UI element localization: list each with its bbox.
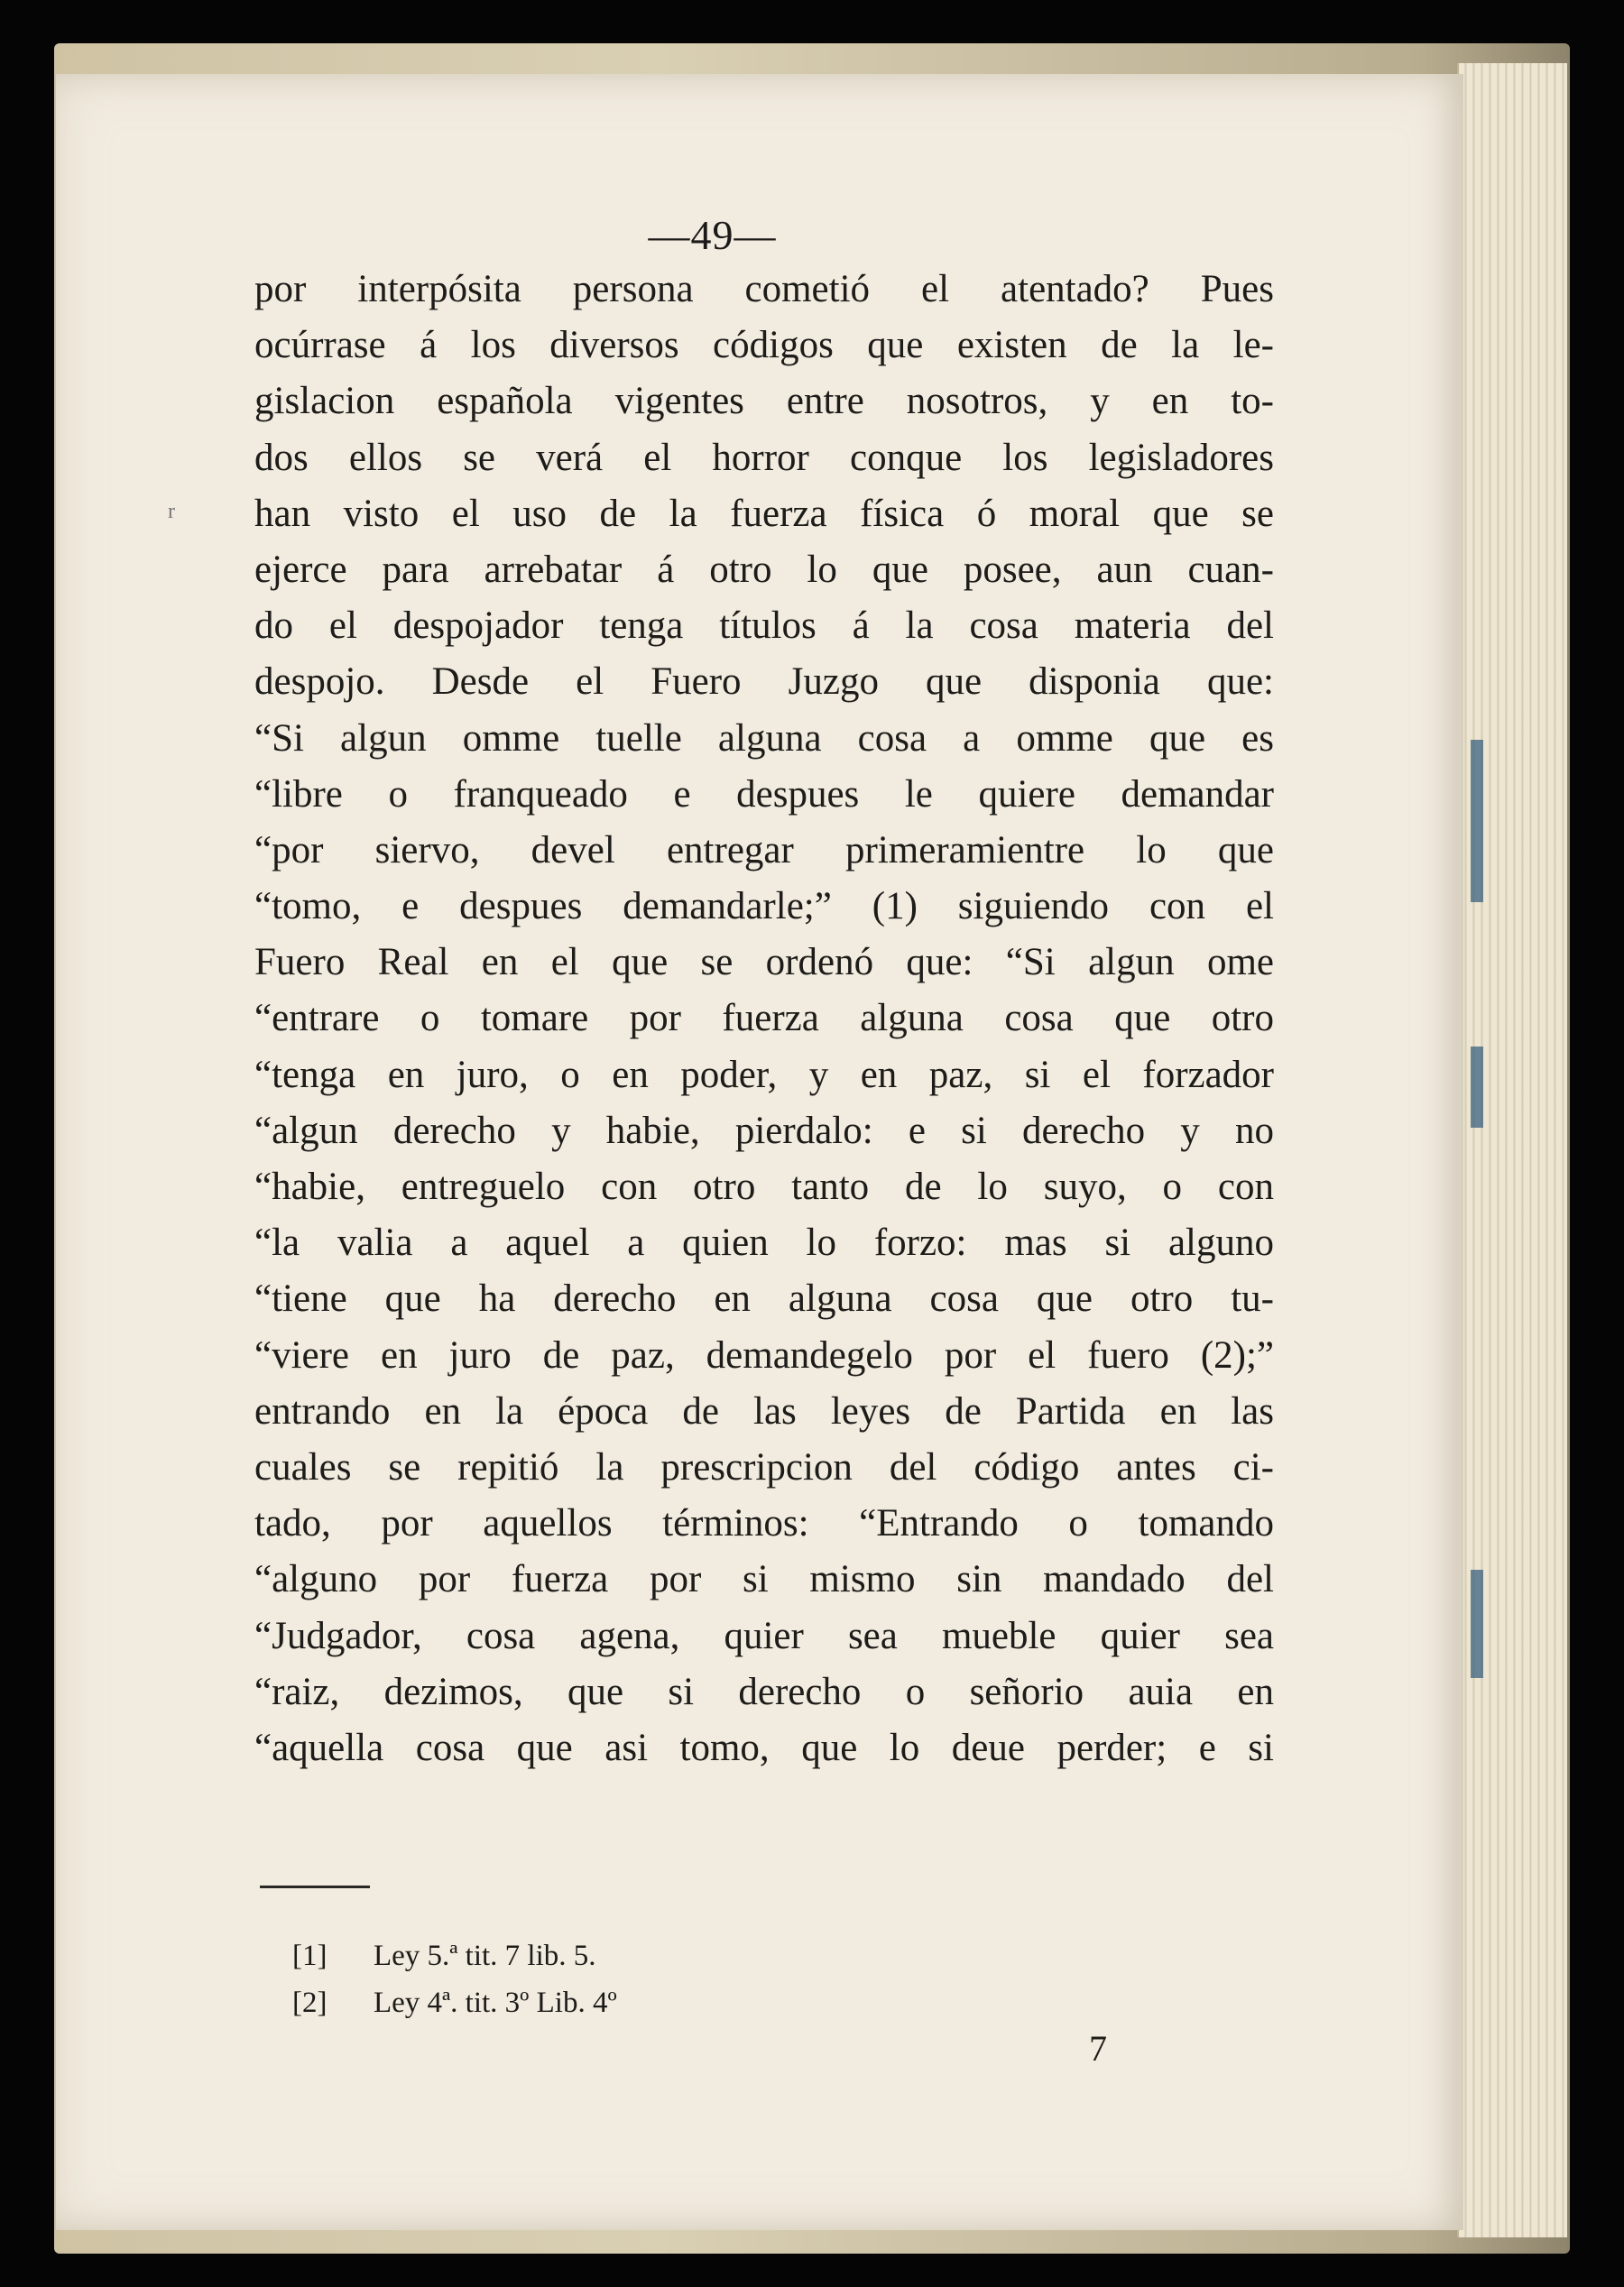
text-line: dos ellos se verá el horror conque los legisladores [254, 436, 1274, 479]
signature-mark: 7 [1089, 2028, 1107, 2069]
text-line: “tenga en juro, o en poder, y en paz, si el forzador [254, 1053, 1274, 1096]
text-line: “Si algun omme tuelle alguna cosa a omme que es [254, 716, 1274, 760]
blue-stain [1471, 1047, 1483, 1128]
text-line: entrando en la época de las leyes de Partida en las [254, 1389, 1274, 1433]
footnotes [292, 1932, 617, 2026]
footnote-text: Ley 4ª. tit. 3º Lib. 4º [374, 1987, 617, 2019]
text-line: ejerce para arrebatar á otro lo que posee, aun cuan- [254, 548, 1274, 591]
body-text [254, 262, 1274, 1776]
text-line: “aquella cosa que asi tomo, que lo deue perder; e si [254, 1726, 1274, 1769]
text-line: “la valia a aquel a quien lo forzo: mas si alguno [254, 1222, 1274, 1265]
text-line: “viere en juro de paz, demandegelo por el fuero (2);” [254, 1333, 1274, 1377]
text-line: “Judgador, cosa agena, quier sea mueble quier sea [254, 1614, 1274, 1657]
text-line: despojo. Desde el Fuero Juzgo que disponia que: [254, 660, 1274, 704]
footnote-label: [1] [292, 1940, 328, 1972]
text-line: han visto el uso de la fuerza física ó moral que se [254, 492, 1274, 535]
margin-mark: r [168, 500, 175, 523]
text-line: ocúrrase á los diversos códigos que existen de la le- [254, 324, 1274, 367]
footnote [292, 1979, 617, 2026]
text-line: “por siervo, devel entregar primeramientre lo que [254, 828, 1274, 871]
text-line: Fuero Real en el que se ordenó que: “Si algun ome [254, 941, 1274, 984]
text-line: “tiene que ha derecho en alguna cosa que otro tu- [254, 1277, 1274, 1321]
page-number: —49— [648, 212, 777, 258]
page-sheet [56, 74, 1463, 2230]
page-edges [1457, 63, 1567, 2237]
text-line: “libre o franqueado e despues le quiere demandar [254, 772, 1274, 816]
text-line: cuales se repitió la prescripcion del código antes ci- [254, 1445, 1274, 1489]
text-line: gislacion española vigentes entre nosotros, y en to- [254, 380, 1274, 423]
text-line: “alguno por fuerza por si mismo sin mandado del [254, 1558, 1274, 1601]
footnote-text: Ley 5.ª tit. 7 lib. 5. [374, 1940, 596, 1972]
footnote-label: [2] [292, 1987, 328, 2019]
text-line: por interpósita persona cometió el atentado? Pues [254, 268, 1274, 310]
text-line: tado, por aquellos términos: “Entrando o tomando [254, 1502, 1274, 1545]
text-line: “algun derecho y habie, pierdalo: e si derecho y no [254, 1109, 1274, 1152]
text-line: “tomo, e despues demandarle;” (1) siguiendo con el [254, 885, 1274, 928]
footnote-rule [260, 1886, 370, 1888]
blue-stain [1471, 740, 1483, 902]
text-line: “entrare o tomare por fuerza alguna cosa que otro [254, 997, 1274, 1040]
text-line: do el despojador tenga títulos á la cosa materia del [254, 604, 1274, 648]
text-line: “habie, entreguelo con otro tanto de lo suyo, o con [254, 1166, 1274, 1208]
blue-stain [1471, 1570, 1483, 1678]
footnote [292, 1932, 617, 1979]
text-line: “raiz, dezimos, que si derecho o señorio auia en [254, 1670, 1274, 1713]
